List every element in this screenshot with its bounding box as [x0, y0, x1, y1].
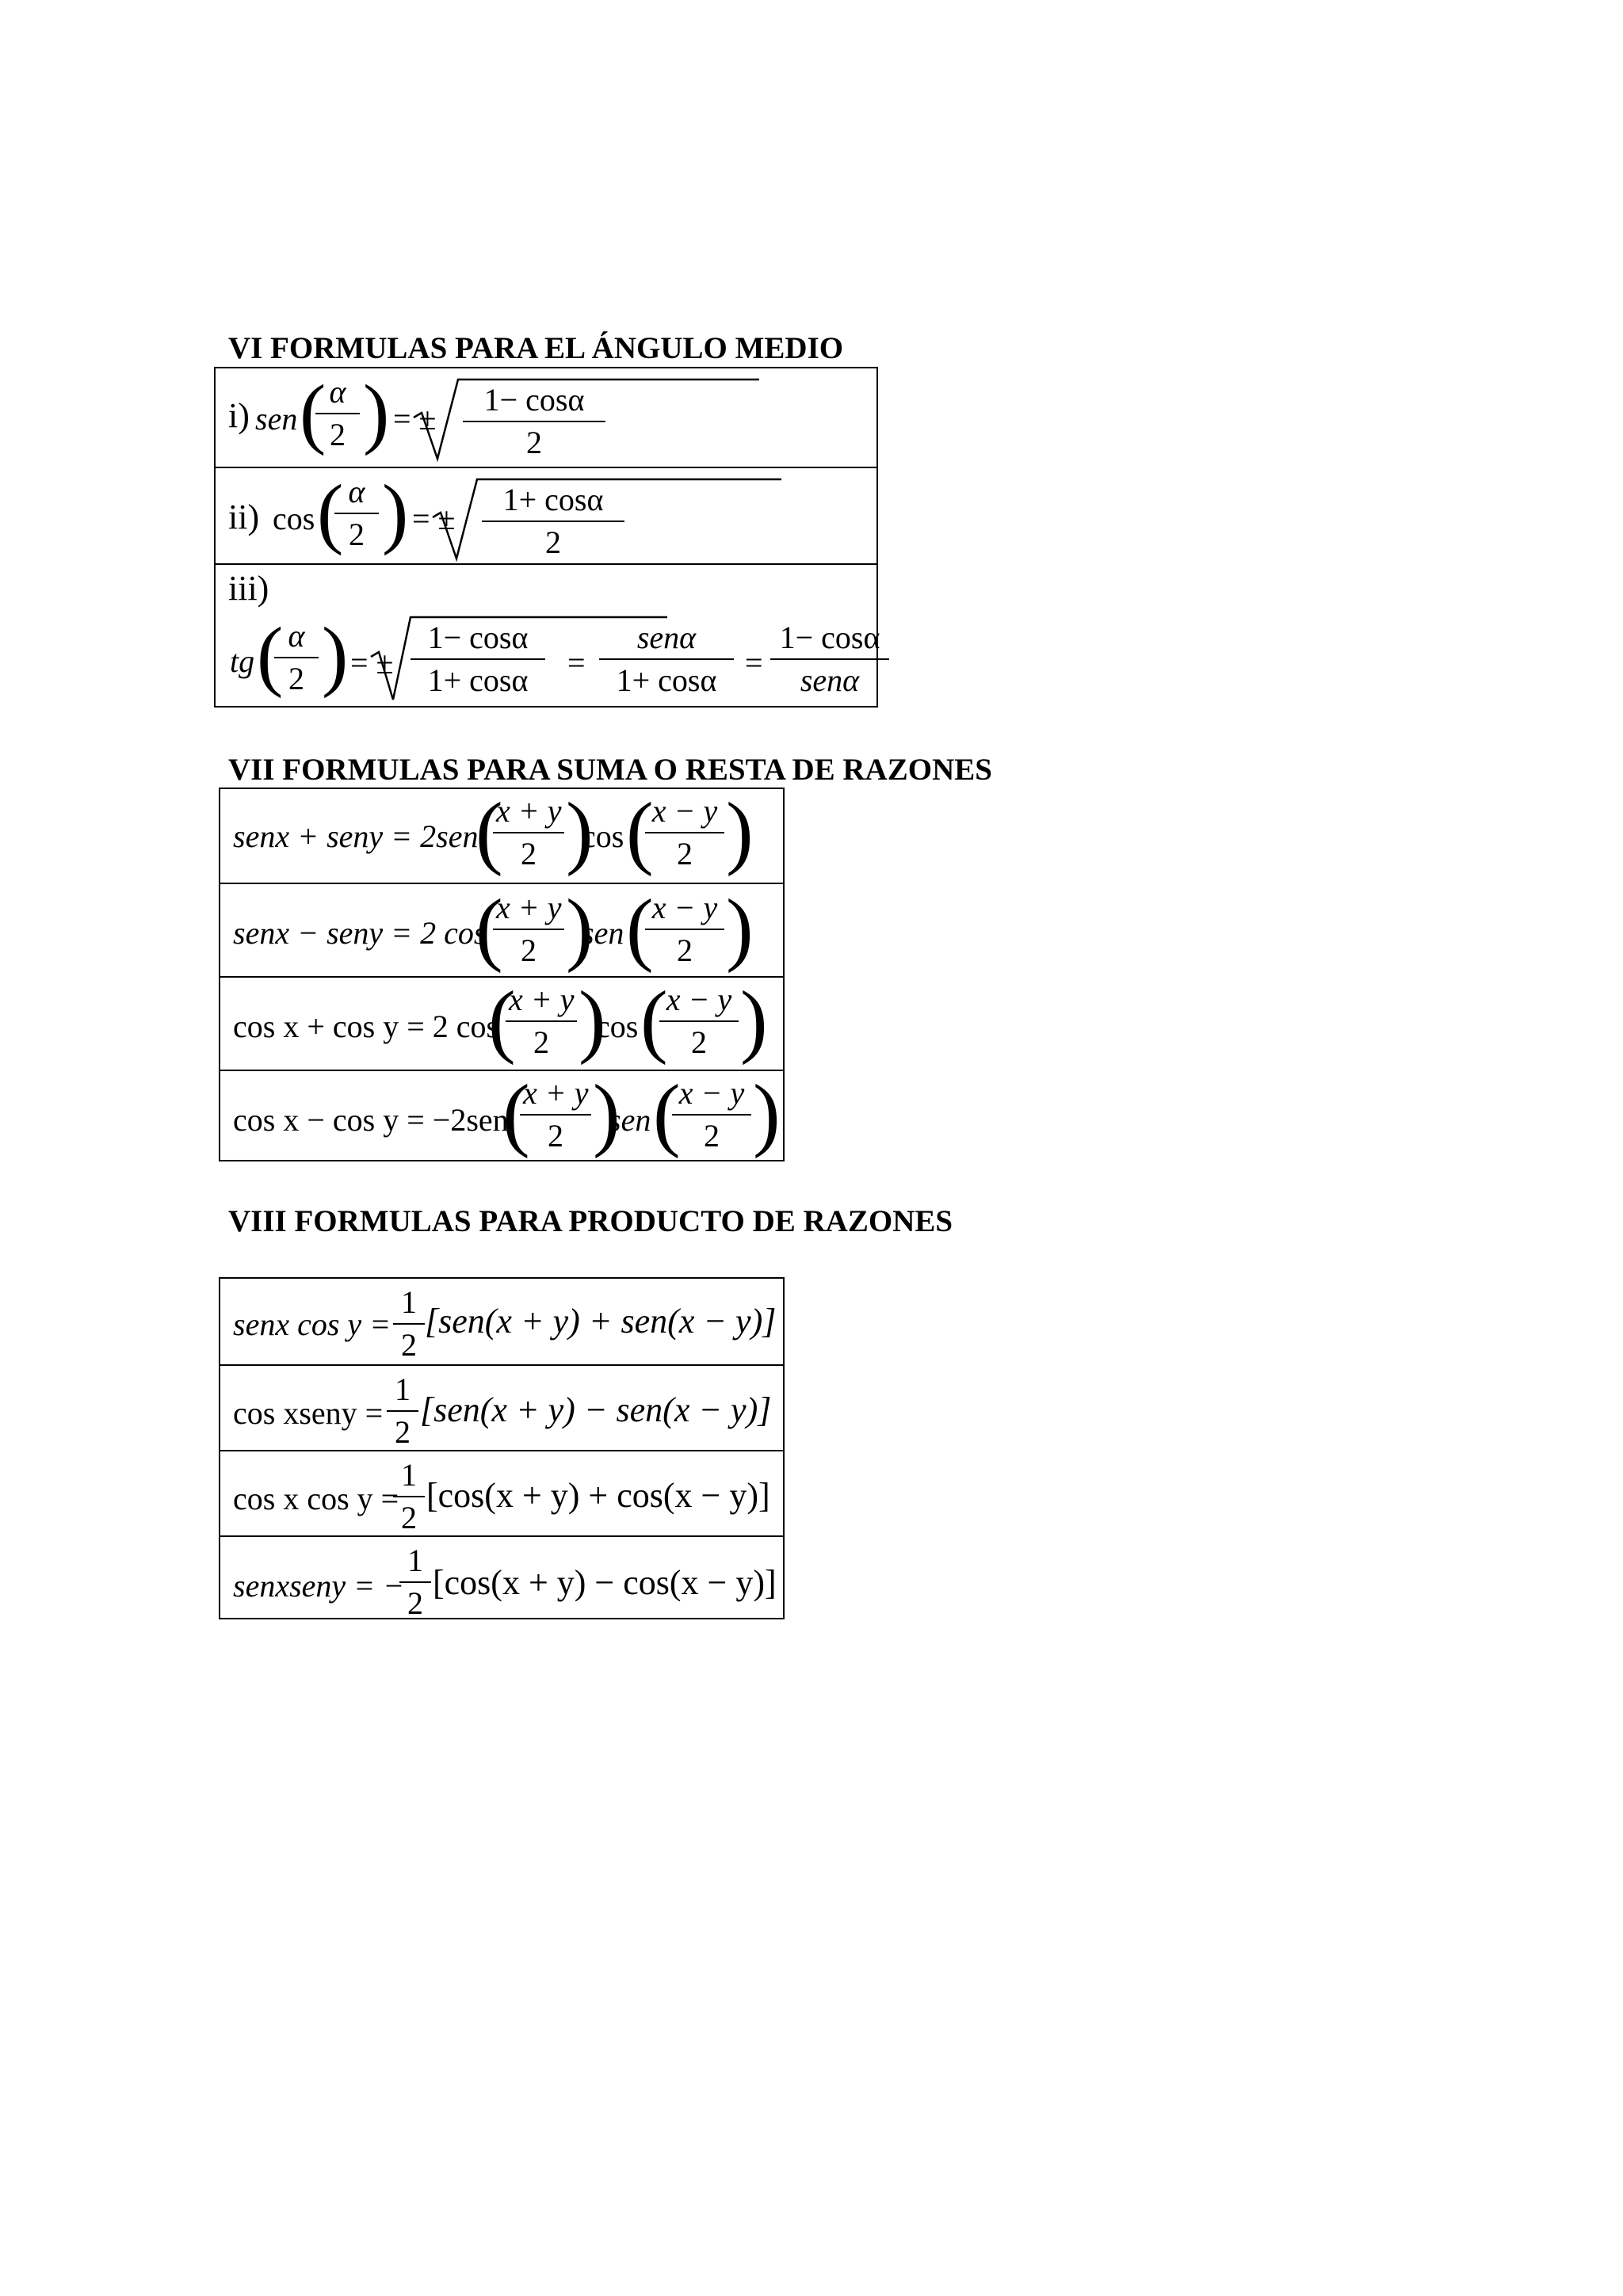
product-row-cos-sen [220, 1364, 783, 1450]
sum-half-fraction: x + y 2 [506, 984, 577, 1058]
half-angle-fraction: α 2 [274, 620, 319, 695]
one-half-coefficient: 1 2 [387, 1374, 418, 1448]
sum-half-fraction: x + y 2 [493, 795, 564, 870]
half-angle-row-tg [216, 563, 880, 707]
section-vi-title: VI FORMULAS PARA EL ÁNGULO MEDIO [228, 331, 844, 365]
one-half-coefficient: 1 2 [399, 1545, 431, 1619]
sum-half-fraction: x + y 2 [493, 892, 564, 967]
difference-half-fraction: x − y 2 [645, 795, 724, 870]
left-paren: ( [475, 786, 503, 877]
left-paren: ( [502, 1068, 530, 1159]
sum-row-cos-plus [220, 976, 783, 1070]
middle-function: cos [582, 818, 624, 854]
row-label: ii) [228, 498, 260, 536]
product-row-sen-sen [220, 1535, 783, 1619]
difference-half-fraction: x − y 2 [672, 1077, 751, 1152]
left-paren: ( [626, 786, 654, 877]
half-angle-fraction: α 2 [334, 476, 379, 551]
left-paren: ( [653, 1068, 681, 1159]
middle-function: sen [582, 915, 624, 951]
one-half-coefficient: 1 2 [393, 1287, 425, 1361]
right-paren: ) [363, 368, 390, 456]
half-angle-row-cos [216, 467, 876, 563]
sum-row-sen-plus [220, 786, 783, 883]
right-paren: ) [740, 974, 768, 1066]
left-hand-side: senxseny = − [233, 1568, 405, 1604]
left-hand-side: cos x − cos y = −2sen [233, 1102, 509, 1138]
right-paren: ) [753, 1068, 781, 1159]
radicand-fraction: 1− cosα 2 [463, 384, 605, 459]
function-name: cos [273, 501, 315, 536]
function-name: tg [230, 643, 255, 679]
equals-sign: = [745, 645, 763, 681]
equals-plus-minus: = ± [393, 401, 437, 437]
tangent-cosine-fraction: 1− cosα senα [770, 622, 889, 696]
radicand-fraction: 1− cosα 1+ cosα [411, 622, 545, 696]
half-angle-fraction: α 2 [315, 376, 360, 451]
one-half-coefficient: 1 2 [393, 1459, 425, 1534]
right-hand-side: [sen(x + y) + sen(x − y)] [425, 1302, 777, 1341]
right-paren: ) [566, 786, 594, 877]
left-paren: ( [300, 368, 327, 456]
section-viii-title: VIII FORMULAS PARA PRODUCTO DE RAZONES [228, 1204, 953, 1238]
right-paren: ) [593, 1068, 621, 1159]
equals-sign: = [567, 645, 586, 681]
radicand-fraction: 1+ cosα 2 [482, 484, 624, 559]
left-hand-side: cos x + cos y = 2 cos [233, 1009, 499, 1044]
right-paren: ) [726, 883, 754, 974]
right-hand-side: [sen(x + y) − sen(x − y)] [420, 1390, 772, 1429]
left-paren: ( [257, 611, 284, 699]
middle-function: cos [596, 1009, 639, 1044]
left-hand-side: cos x cos y = [233, 1481, 399, 1516]
left-paren: ( [475, 883, 503, 974]
right-paren: ) [382, 468, 409, 556]
left-paren: ( [488, 974, 516, 1066]
right-hand-side: [cos(x + y) + cos(x − y)] [426, 1476, 770, 1515]
left-hand-side: cos xseny = [233, 1395, 384, 1431]
product-row-cos-cos [220, 1450, 783, 1535]
right-paren: ) [726, 786, 754, 877]
half-angle-table [214, 367, 878, 707]
sum-half-fraction: x + y 2 [520, 1077, 591, 1152]
right-paren: ) [322, 611, 349, 699]
equals-plus-minus: = ± [350, 645, 394, 681]
left-hand-side: senx cos y = [233, 1306, 391, 1342]
difference-half-fraction: x − y 2 [659, 984, 739, 1058]
middle-function: sen [609, 1102, 651, 1138]
half-angle-row-sen [216, 368, 876, 467]
left-hand-side: senx − seny = 2 cos [233, 915, 487, 951]
sum-row-cos-minus [220, 1070, 783, 1161]
difference-half-fraction: x − y 2 [645, 892, 724, 967]
right-paren: ) [579, 974, 606, 1066]
sum-row-sen-minus [220, 883, 783, 976]
left-paren: ( [626, 883, 654, 974]
product-row-sen-cos [220, 1279, 783, 1364]
left-paren: ( [317, 468, 344, 556]
product-table [219, 1277, 785, 1619]
left-hand-side: senx + seny = 2sen [233, 818, 479, 854]
tangent-sine-fraction: senα 1+ cosα [599, 622, 734, 696]
row-label: iii) [228, 569, 269, 608]
left-paren: ( [640, 974, 668, 1066]
right-paren: ) [566, 883, 594, 974]
equals-plus-minus: = ± [412, 501, 456, 536]
function-name: sen [255, 401, 298, 437]
row-label: i) [228, 396, 250, 435]
right-hand-side: [cos(x + y) − cos(x − y)] [433, 1563, 777, 1602]
section-vii-title: VII FORMULAS PARA SUMA O RESTA DE RAZONES [228, 753, 992, 787]
sum-difference-table [219, 788, 785, 1161]
